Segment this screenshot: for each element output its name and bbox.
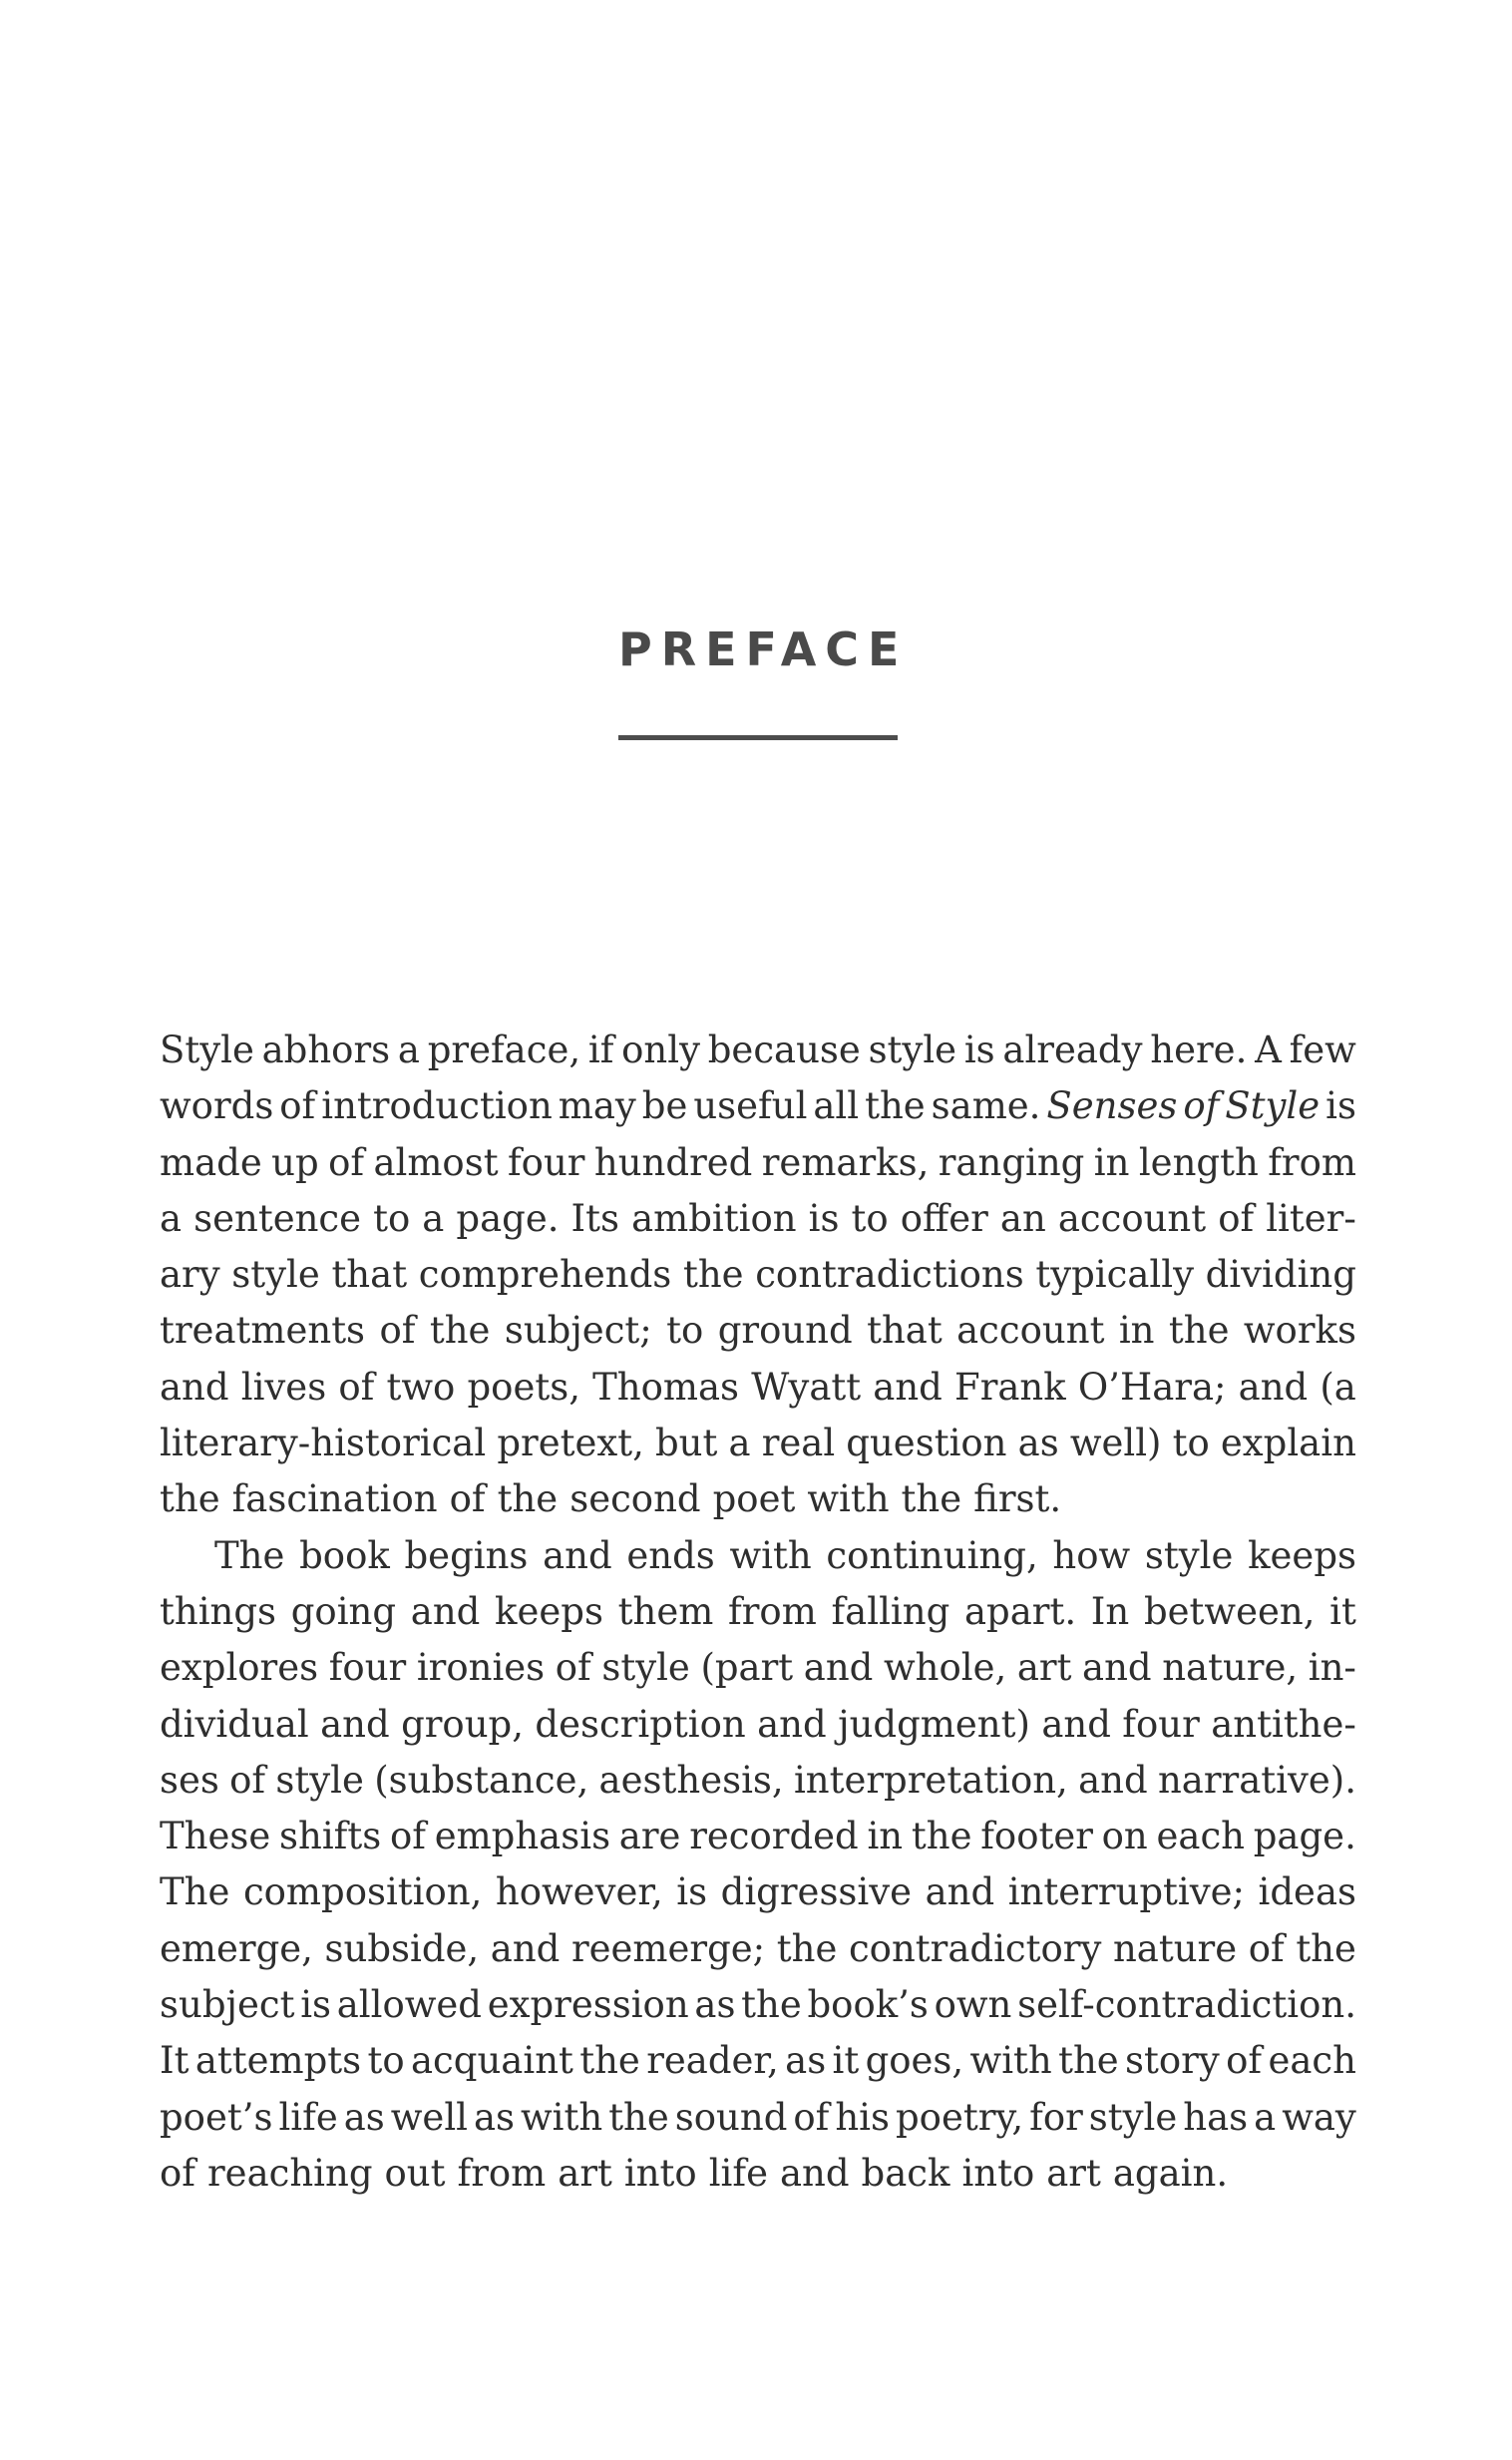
text-line: words of introduction may be useful all the same. Senses of Style is — [160, 1084, 1356, 1128]
text-line: The book begins and ends with continuing, how style keeps — [214, 1533, 1356, 1577]
text-line: The composition, however, is digressive and interruptive; ideas — [160, 1870, 1356, 1914]
text-line: Style abhors a preface, if only because style is already here. A few — [160, 1028, 1356, 1071]
text-line: the fascination of the second poet with the first. — [160, 1477, 1062, 1521]
text-line: of reaching out from art into life and back into art again. — [160, 2151, 1229, 2195]
text-line: treatments of the subject; to ground that account in the works — [160, 1309, 1356, 1353]
text-line: poet’s life as well as with the sound of his poetry, for style has a way — [160, 2095, 1356, 2139]
text-line: emerge, subside, and reemerge; the contradictory nature of the — [160, 1926, 1356, 1970]
text-line: made up of almost four hundred remarks, ranging in length from — [160, 1140, 1356, 1184]
paragraph — [160, 1023, 1356, 1528]
heading-rule — [618, 735, 898, 740]
text-line: and lives of two poets, Thomas Wyatt and Frank O’Hara; and (a — [160, 1365, 1356, 1409]
text-line: These shifts of emphasis are recorded in the footer on each page. — [160, 1815, 1356, 1858]
text-line: ses of style (substance, aesthesis, interpretation, and narrative). — [160, 1758, 1356, 1802]
preface-text — [160, 1023, 1356, 2202]
text-line: literary-historical pretext, but a real question as well) to explain — [160, 1422, 1356, 1465]
text-line: It attempts to acquaint the reader, as it goes, with the story of each — [160, 2039, 1356, 2083]
text-line: subject is allowed expression as the book’s own self-contradiction. — [160, 1983, 1356, 2027]
text-line: explores four ironies of style (part and whole, art and nature, in- — [160, 1646, 1356, 1690]
text-line: a sentence to a page. Its ambition is to offer an account of liter- — [160, 1196, 1356, 1240]
preface-heading: PREFACE — [618, 622, 909, 676]
text-line: dividual and group, description and judgment) and four antithe- — [160, 1702, 1356, 1746]
paragraph — [160, 1528, 1356, 2203]
text-line: things going and keeps them from falling apart. In between, it — [160, 1589, 1356, 1633]
text-line: ary style that comprehends the contradictions typically dividing — [160, 1253, 1356, 1297]
